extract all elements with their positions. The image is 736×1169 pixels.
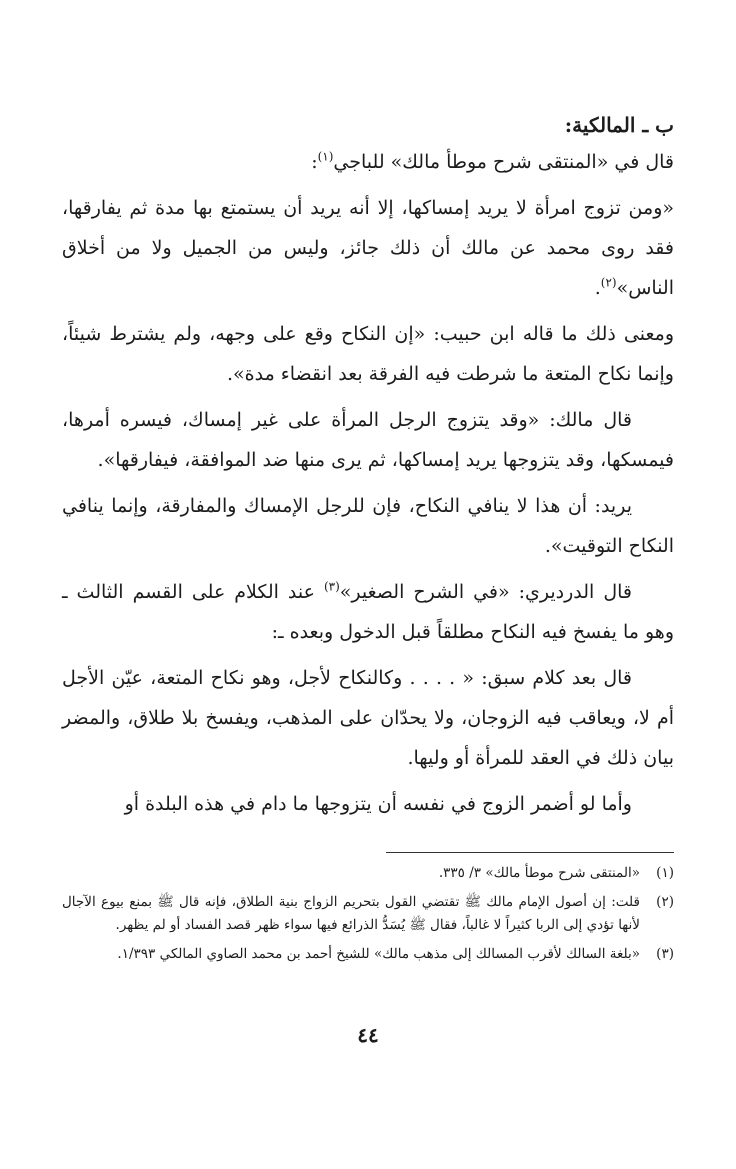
page-body	[62, 110, 674, 830]
footnote-2	[62, 891, 674, 937]
paragraph-tail: عند الكلام على القسم الثالث ـ وهو ما يفسخ فيه النكاح مطلقاً قبل الدخول وبعده ـ:	[62, 581, 674, 643]
paragraph-5	[62, 486, 674, 566]
footnote-1	[62, 862, 674, 885]
paragraph-1	[62, 142, 674, 182]
footnote-text: «المنتقى شرح موطأ مالك» ٣/ ٣٣٥.	[438, 865, 640, 881]
footnote-number: (٣)	[656, 946, 674, 962]
page-number: ٤٤	[357, 1023, 379, 1047]
footnote-number: (٢)	[656, 894, 674, 910]
footnote-text: «بلغة السالك لأقرب المسالك إلى مذهب مالك» للشيخ أحمد بن محمد الصاوي المالكي ١/٣٩٣.	[117, 946, 640, 962]
footnote-ref[interactable]: (١)	[317, 149, 334, 164]
paragraph-4	[62, 400, 674, 480]
paragraph-text: قال في «المنتقى شرح موطأ مالك» للباجي	[333, 151, 674, 173]
paragraph-8	[62, 784, 674, 824]
paragraph-text: قال الدرديري: «في الشرح الصغير»	[339, 581, 632, 603]
footnote-divider	[386, 852, 674, 853]
footnote-ref[interactable]: (٢)	[600, 275, 617, 290]
paragraph-text: «ومن تزوج امرأة لا يريد إمساكها، إلا أنه يريد أن يستمتع بها مدة ثم يفارقها، فقد روى محمد عن مالك أن ذلك جائز، وليس من الجميل ولا من أخلاق الناس»	[62, 197, 674, 299]
footnote-text: قلت: إن أصول الإمام مالك ﷺ تقتضي القول بتحريم الزواج بنية الطلاق، فإنه قال ﷺ بمنع بيوع الآجال لأنها تؤدي إلى الربا كثيراً لا غالباً، فقال ﷺ يُسَدُّ الذرائع فيها سواء ظهر قصد الفساد أو لم يظهر.	[62, 894, 640, 933]
footnote-ref[interactable]: (٣)	[323, 579, 340, 594]
paragraph-tail: :	[311, 151, 318, 173]
paragraph-text: قال مالك: «وقد يتزوج الرجل المرأة على غير إمساك، فيسره أمرها، فيمسكها، وقد يتزوجها يريد إمساكها، ثم يرى منها ضد الموافقة، فيفارقها».	[62, 409, 674, 471]
paragraph-text: ومعنى ذلك ما قاله ابن حبيب: «إن النكاح وقع على وجهه، ولم يشترط شيئاً، وإنما نكاح المتعة ما شرطت فيه الفرقة بعد انقضاء مدة».	[62, 323, 674, 385]
paragraph-text: وأما لو أضمر الزوج في نفسه أن يتزوجها ما دام في هذه البلدة أو	[124, 793, 632, 815]
paragraph-2	[62, 188, 674, 308]
paragraph-3	[62, 314, 674, 394]
paragraph-text: قال بعد كلام سبق: « . . . . وكالنكاح لأجل، وهو نكاح المتعة، عيّن الأجل أم لا، ويعاقب فيه الزوجان، ولا يحدّان على المذهب، ويفسخ بلا طلاق، والمضر بيان ذلك في العقد للمرأة أو وليها.	[62, 667, 674, 769]
paragraph-6	[62, 572, 674, 652]
section-heading: ب ـ المالكية:	[564, 113, 674, 137]
footnotes	[62, 862, 674, 972]
footnote-number: (١)	[656, 865, 674, 881]
paragraph-tail: .	[594, 277, 601, 299]
footnote-3	[62, 943, 674, 966]
paragraph-text: يريد: أن هذا لا ينافي النكاح، فإن للرجل الإمساك والمفارقة، وإنما ينافي النكاح التوقيت».	[62, 495, 674, 557]
paragraph-7	[62, 658, 674, 778]
